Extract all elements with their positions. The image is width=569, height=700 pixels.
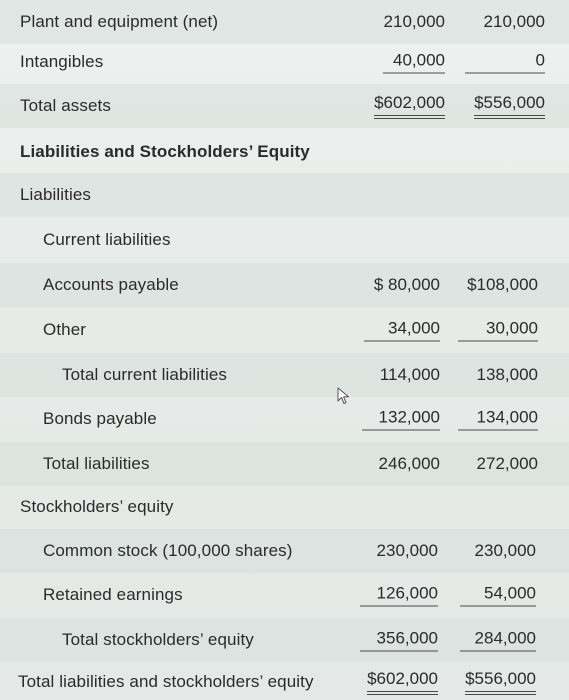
value-col1: 132,000: [362, 408, 440, 431]
value-col2: $556,000: [465, 669, 536, 695]
subheading-liabilities: [0, 173, 569, 217]
row-label: Accounts payable: [43, 275, 179, 294]
value-col2: 0: [465, 51, 545, 74]
value-col2: 210,000: [483, 12, 545, 31]
value-col1: 34,000: [364, 319, 440, 342]
row-label: Bonds payable: [43, 409, 157, 428]
value-col2: 134,000: [458, 408, 538, 431]
subheading-current-liabilities: [0, 218, 569, 262]
row-label: Total current liabilities: [62, 365, 228, 384]
value-col1: 114,000: [379, 365, 440, 384]
value-col2: 30,000: [458, 319, 538, 342]
value-col2: 230,000: [474, 541, 536, 560]
section-heading: Liabilities and Stockholders’ Equity: [20, 142, 310, 161]
value-col1: 210,000: [383, 12, 445, 31]
value-col2: 138,000: [476, 365, 538, 384]
row-bonds-payable: [0, 397, 569, 441]
mouse-pointer-icon: [337, 387, 351, 405]
row-accounts-payable: [0, 263, 569, 307]
row-label: Total assets: [20, 96, 111, 115]
row-total-assets: [0, 84, 569, 128]
row-label: Total stockholders’ equity: [62, 630, 254, 649]
section-heading-liabilities-equity: [0, 130, 569, 174]
value-col1: 40,000: [383, 51, 445, 74]
value-col1: 126,000: [360, 584, 438, 607]
value-col1: $602,000: [374, 93, 445, 119]
row-common-stock: [0, 529, 569, 573]
row-intangibles: [0, 40, 569, 84]
value-col1: 246,000: [378, 454, 440, 473]
subheading-stockholders-equity: [0, 485, 569, 529]
row-total-stockholders-equity: [0, 618, 569, 662]
value-col2: 272,000: [476, 454, 538, 473]
row-label: Other: [43, 320, 87, 339]
row-label: Current liabilities: [43, 230, 171, 249]
row-label: Total liabilities and stockholders’ equity: [18, 672, 314, 691]
row-plant-and-equipment: [0, 0, 569, 44]
row-retained-earnings: [0, 573, 569, 617]
value-col2: $108,000: [467, 275, 538, 294]
value-col2: 284,000: [460, 629, 536, 652]
value-col2: $556,000: [474, 93, 545, 119]
row-label: Intangibles: [20, 52, 104, 71]
value-col2: 54,000: [460, 584, 536, 607]
row-label: Stockholders’ equity: [20, 497, 174, 516]
row-label: Common stock (100,000 shares): [43, 541, 293, 560]
row-label: Retained earnings: [43, 585, 183, 604]
row-total-liabilities-and-equity: [0, 660, 569, 700]
row-label: Total liabilities: [43, 454, 150, 473]
row-label: Plant and equipment (net): [20, 12, 219, 31]
row-label: Liabilities: [20, 185, 92, 204]
row-total-current-liabilities: [0, 353, 569, 397]
value-col1: $ 80,000: [373, 275, 440, 294]
value-col1: 230,000: [376, 541, 438, 560]
row-total-liabilities: [0, 442, 569, 486]
row-other: [0, 308, 569, 352]
value-col1: 356,000: [360, 629, 438, 652]
value-col1: $602,000: [367, 669, 438, 695]
